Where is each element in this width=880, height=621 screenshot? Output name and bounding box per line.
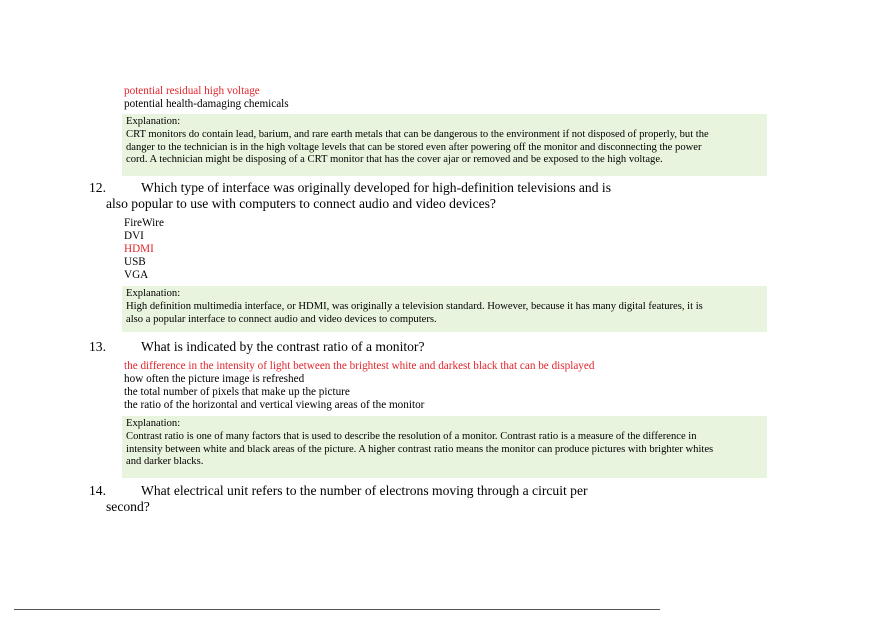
question-number: 14. (89, 483, 106, 498)
explanation-line: intensity between white and black areas of the picture. A higher contrast ratio means the monitor can produce pictures with brighter whites (126, 443, 714, 455)
q11-explanation-box (122, 114, 767, 176)
q13-answer: the total number of pixels that make up the picture (124, 386, 350, 398)
question-text: What is indicated by the contrast ratio of a monitor? (141, 339, 425, 354)
question-text: What electrical unit refers to the number of electrons moving through a circuit per (141, 483, 588, 498)
q13-answer-list (124, 360, 594, 412)
q11-answer-list (124, 85, 289, 111)
explanation-line: danger to the technician is in the high voltage levels that can be stored even after powering off the monitor and disconnecting the power (126, 141, 702, 153)
question-text-continued: second? (106, 499, 150, 514)
explanation-label: Explanation: (126, 288, 181, 299)
explanation-label: Explanation: (126, 116, 181, 127)
explanation-line: and darker blacks. (126, 456, 204, 468)
q11-answer-correct: potential residual high voltage (124, 85, 260, 97)
q13-answer: how often the picture image is refreshed (124, 373, 305, 385)
explanation-line: CRT monitors do contain lead, barium, and rare earth metals that can be dangerous to the environment if not disposed of properly, but the (126, 128, 709, 140)
question-number: 12. (89, 180, 106, 195)
q13-answer-correct: the difference in the intensity of light between the brightest white and darkest black that can be displayed (124, 360, 595, 372)
question-text: Which type of interface was originally developed for high-definition televisions and is (141, 180, 611, 195)
explanation-line: Contrast ratio is one of many factors that is used to describe the resolution of a monitor. Contrast ratio is a measure of the difference in (126, 430, 697, 442)
q13-explanation-box (122, 416, 767, 478)
q12-answer-correct: HDMI (124, 243, 154, 255)
q12-explanation-box (122, 286, 767, 332)
question-text-continued: also popular to use with computers to connect audio and video devices? (106, 196, 496, 211)
q13-answer: the ratio of the horizontal and vertical viewing areas of the monitor (124, 399, 425, 411)
footer-divider (14, 609, 660, 610)
explanation-line: also a popular interface to connect audio and video devices to computers. (126, 313, 437, 325)
q12-answer: FireWire (124, 217, 164, 229)
explanation-line: High definition multimedia interface, or HDMI, was originally a television standard. However, because it has many digital features, it is (126, 300, 703, 312)
explanation-label: Explanation: (126, 418, 181, 429)
explanation-line: cord. A technician might be disposing of a CRT monitor that has the cover ajar or removed and be exposed to the high voltage. (126, 154, 663, 166)
q12-answer: VGA (124, 269, 149, 281)
q12-answer-list (124, 217, 164, 282)
question-number: 13. (89, 339, 106, 354)
q12-answer: DVI (124, 230, 144, 242)
q12-answer: USB (124, 256, 146, 268)
q11-answer: potential health-damaging chemicals (124, 98, 289, 110)
